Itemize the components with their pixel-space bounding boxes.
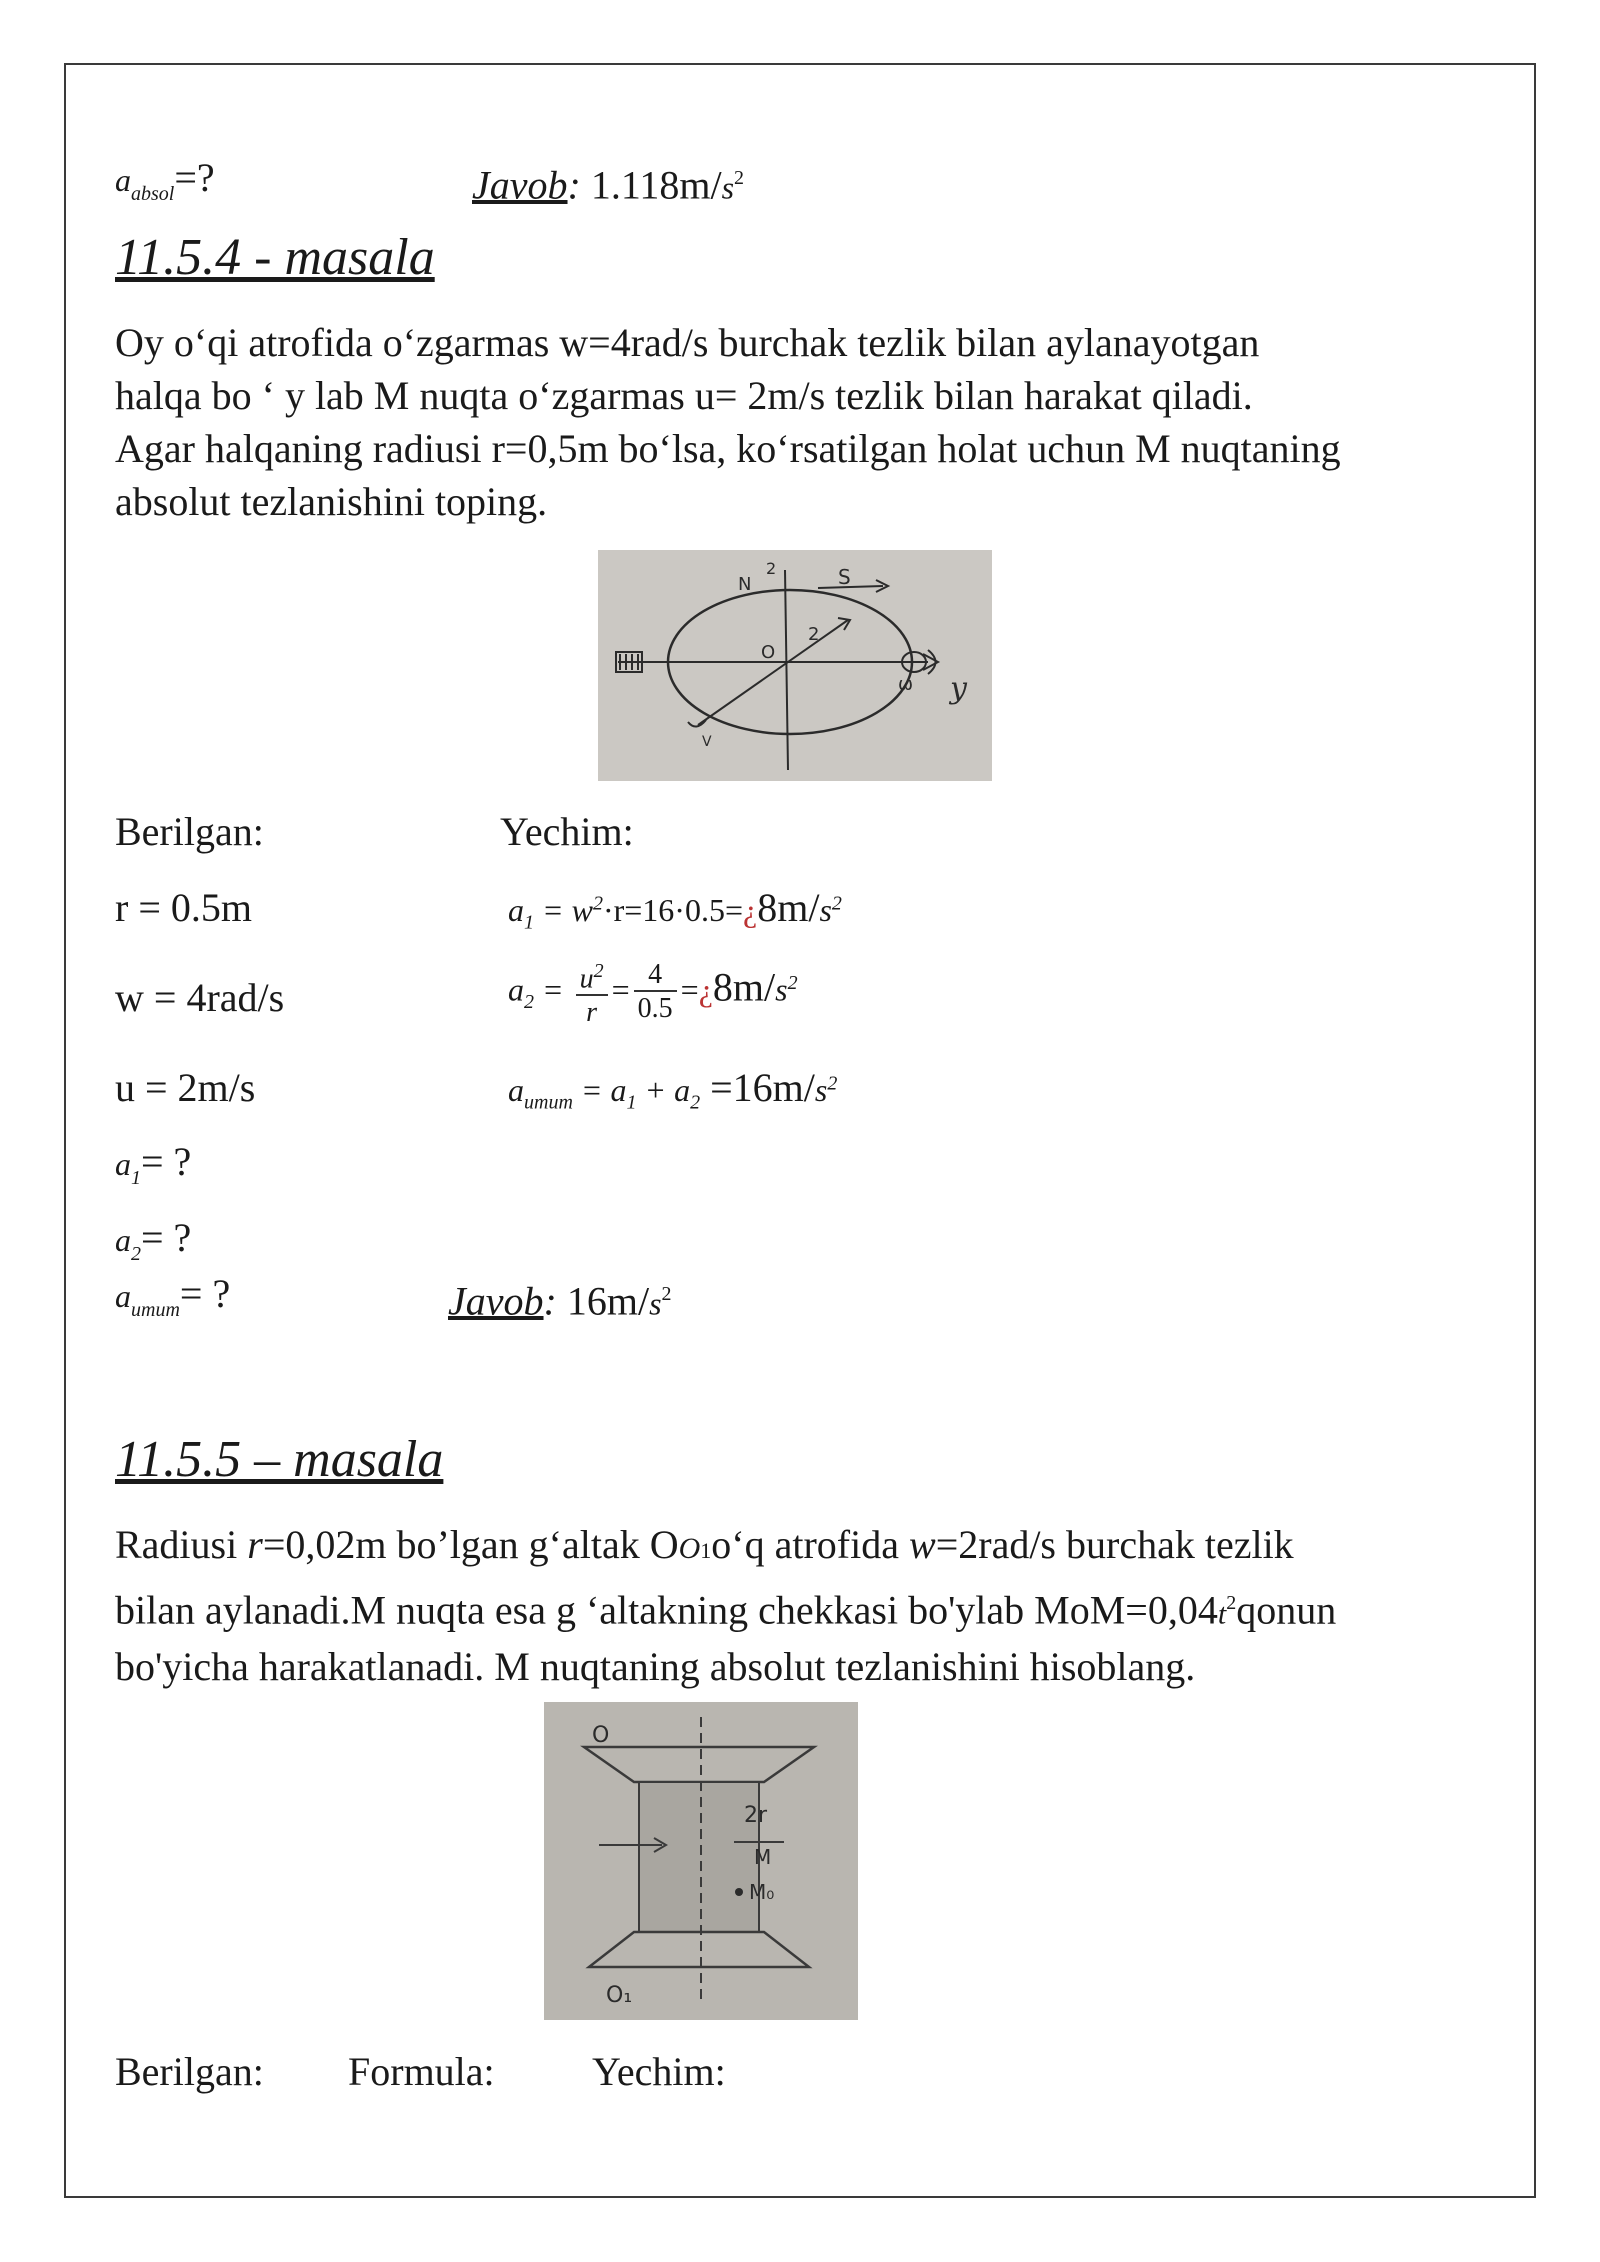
spool-label-m0: M₀ <box>749 1880 775 1904</box>
paragraph-line: halqa bo ‘ y lab M nuqta o‘zgarmas u= 2m/s tezlik bilan harakat qiladi. <box>115 373 1253 418</box>
given-label-1155: Berilgan: <box>115 2049 264 2094</box>
unknown-a2: $a_2=$ ? <box>115 1215 192 1265</box>
figure-label-o: O <box>761 642 776 663</box>
answer-top: Javob: $1.118m/s^2$ <box>472 162 745 208</box>
equation-a2: $a_2$ = $\frac{u^2}{r}$ = $\frac{4}{0.5}$ $=¿8m/s^2$ <box>508 956 798 1030</box>
spool-sketch <box>544 1702 858 2020</box>
problem-11-5-5-text <box>115 1518 1475 1693</box>
spool-label-2r: 2r <box>744 1803 768 1828</box>
given-u: u = 2m/s <box>115 1065 256 1110</box>
problem-11-5-4-text <box>115 316 1475 528</box>
solution-label-1154: Yechim: <box>500 809 634 854</box>
spool-label-o1: O₁ <box>606 1983 633 2008</box>
heading-problem-11-5-5: 11.5.5 – masala <box>115 1431 444 1488</box>
unknown-a-absol: $a_{absol}=$? <box>115 155 215 205</box>
answer-1154: Javob: $16m/s^2$ <box>448 1278 672 1324</box>
given-w: w = 4rad/s <box>115 975 285 1020</box>
given-label-1154: Berilgan: <box>115 809 264 854</box>
spool-label-m: M <box>754 1845 772 1869</box>
spool-figure-photo <box>544 1702 858 2020</box>
equation-a1: $a_1$ = $w^2\cdot r=16\cdot 0.5=¿8m/s^2$ <box>508 885 842 934</box>
figure-label-z: 2 <box>766 559 777 578</box>
figure-label-w: ω <box>898 674 914 695</box>
unknown-a1: $a_1=$ ? <box>115 1139 192 1189</box>
figure-label-r: 2 <box>808 624 820 645</box>
ring-figure-photo <box>598 550 992 781</box>
paragraph-line: Agar halqaning radiusi r=0,5m bo‘lsa, ko‘rsatilgan holat uchun M nuqtaning <box>115 426 1341 471</box>
ring-sketch <box>598 550 992 781</box>
solution-label-1155: Yechim: <box>592 2049 726 2094</box>
unknown-aumum: $a_{umum}=$ ? <box>115 1271 231 1321</box>
figure-label-y: y <box>950 671 967 706</box>
spool-label-o: O <box>592 1723 610 1748</box>
figure-label-s: S <box>838 565 851 589</box>
paragraph-line: Radiusi r=0,02m bo’lgan g‘altak OO1o‘q atrofida w=2rad/s burchak tezlik <box>115 1522 1294 1567</box>
formula-label-1155: Formula: <box>348 2049 495 2094</box>
fraction-u2-over-r: $\frac{u^2}{r}$ <box>576 956 608 1030</box>
paragraph-line: Oy o‘qi atrofida o‘zgarmas w=4rad/s burchak tezlik bilan aylanayotgan <box>115 320 1260 365</box>
figure-label-v: V <box>702 734 712 750</box>
given-r: r = 0.5m <box>115 885 252 930</box>
fraction-4-over-0-5: $\frac{4}{0.5}$ <box>634 960 677 1026</box>
paragraph-line: bo'yicha harakatlanadi. M nuqtaning absolut tezlanishini hisoblang. <box>115 1644 1196 1690</box>
paragraph-line: bilan aylanadi.M nuqta esa g ‘altakning chekkasi bo'ylab $MoM=0,04t^2qonun$ <box>115 1587 1337 1633</box>
heading-problem-11-5-4: 11.5.4 - masala <box>115 229 435 286</box>
equation-aumum: $a_{umum} = a_1 + a_2 =16m/s^2$ <box>508 1065 838 1114</box>
figure-label-n: N <box>738 574 752 595</box>
paragraph-line: absolut tezlanishini toping. <box>115 479 548 524</box>
